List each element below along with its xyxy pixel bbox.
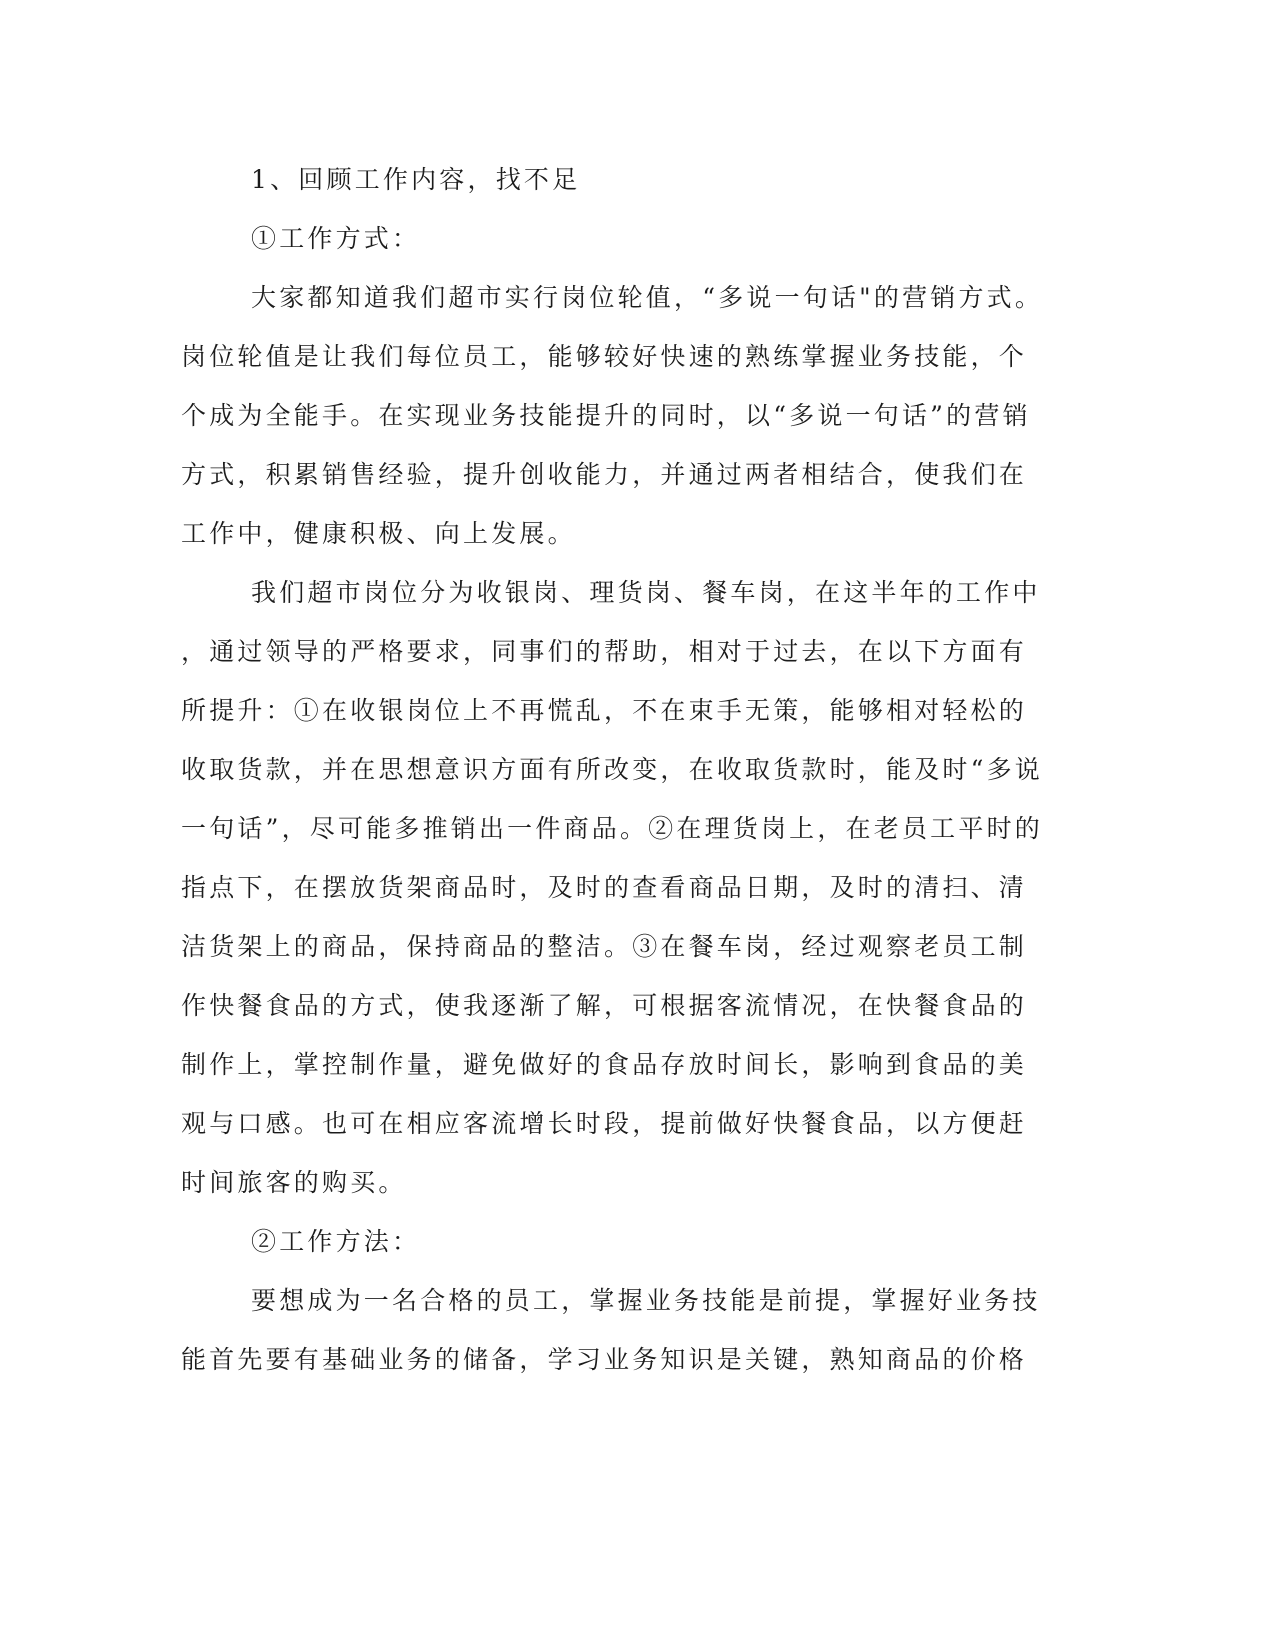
paragraph-line: 能首先要有基础业务的储备，学习业务知识是关键，熟知商品的价格 <box>181 1345 1028 1374</box>
paragraph-line: 指点下，在摆放货架商品时，及时的查看商品日期，及时的清扫、清 <box>181 873 1028 902</box>
paragraph-line: 所提升：①在收银岗位上不再慌乱，不在束手无策，能够相对轻松的 <box>181 696 1028 725</box>
paragraph-line: 工作中，健康积极、向上发展。 <box>181 519 576 548</box>
paragraph-line: 个成为全能手。在实现业务技能提升的同时，以“多说一句话”的营销 <box>181 401 1031 430</box>
paragraph-line: 制作上，掌控制作量，避免做好的食品存放时间长，影响到食品的美 <box>181 1050 1028 1079</box>
paragraph-line: 我们超市岗位分为收银岗、理货岗、餐车岗，在这半年的工作中 <box>251 578 1041 607</box>
paragraph-line: 大家都知道我们超市实行岗位轮值，“多说一句话"的营销方式。 <box>251 283 1044 312</box>
paragraph-line: 方式，积累销售经验，提升创收能力，并通过两者相结合，使我们在 <box>181 460 1028 489</box>
subsection-heading: ①工作方式： <box>251 224 421 253</box>
paragraph-line: 一句话”，尽可能多推销出一件商品。②在理货岗上，在老员工平时的 <box>181 814 1043 843</box>
paragraph-line: 岗位轮值是让我们每位员工，能够较好快速的熟练掌握业务技能，个 <box>181 342 1028 371</box>
paragraph-line: 作快餐食品的方式，使我逐渐了解，可根据客流情况，在快餐食品的 <box>181 991 1028 1020</box>
subsection-heading: ②工作方法： <box>251 1227 421 1256</box>
paragraph-line: 时间旅客的购买。 <box>181 1168 407 1197</box>
section-heading: 1、回顾工作内容，找不足 <box>251 165 581 194</box>
paragraph-line: 观与口感。也可在相应客流增长时段，提前做好快餐食品，以方便赶 <box>181 1109 1028 1138</box>
paragraph-line: ，通过领导的严格要求，同事们的帮助，相对于过去，在以下方面有 <box>181 637 1028 666</box>
paragraph-line: 洁货架上的商品，保持商品的整洁。③在餐车岗，经过观察老员工制 <box>181 932 1028 961</box>
paragraph-line: 收取货款，并在思想意识方面有所改变，在收取货款时，能及时“多说 <box>181 755 1043 784</box>
paragraph-line: 要想成为一名合格的员工，掌握业务技能是前提，掌握好业务技 <box>251 1286 1041 1315</box>
